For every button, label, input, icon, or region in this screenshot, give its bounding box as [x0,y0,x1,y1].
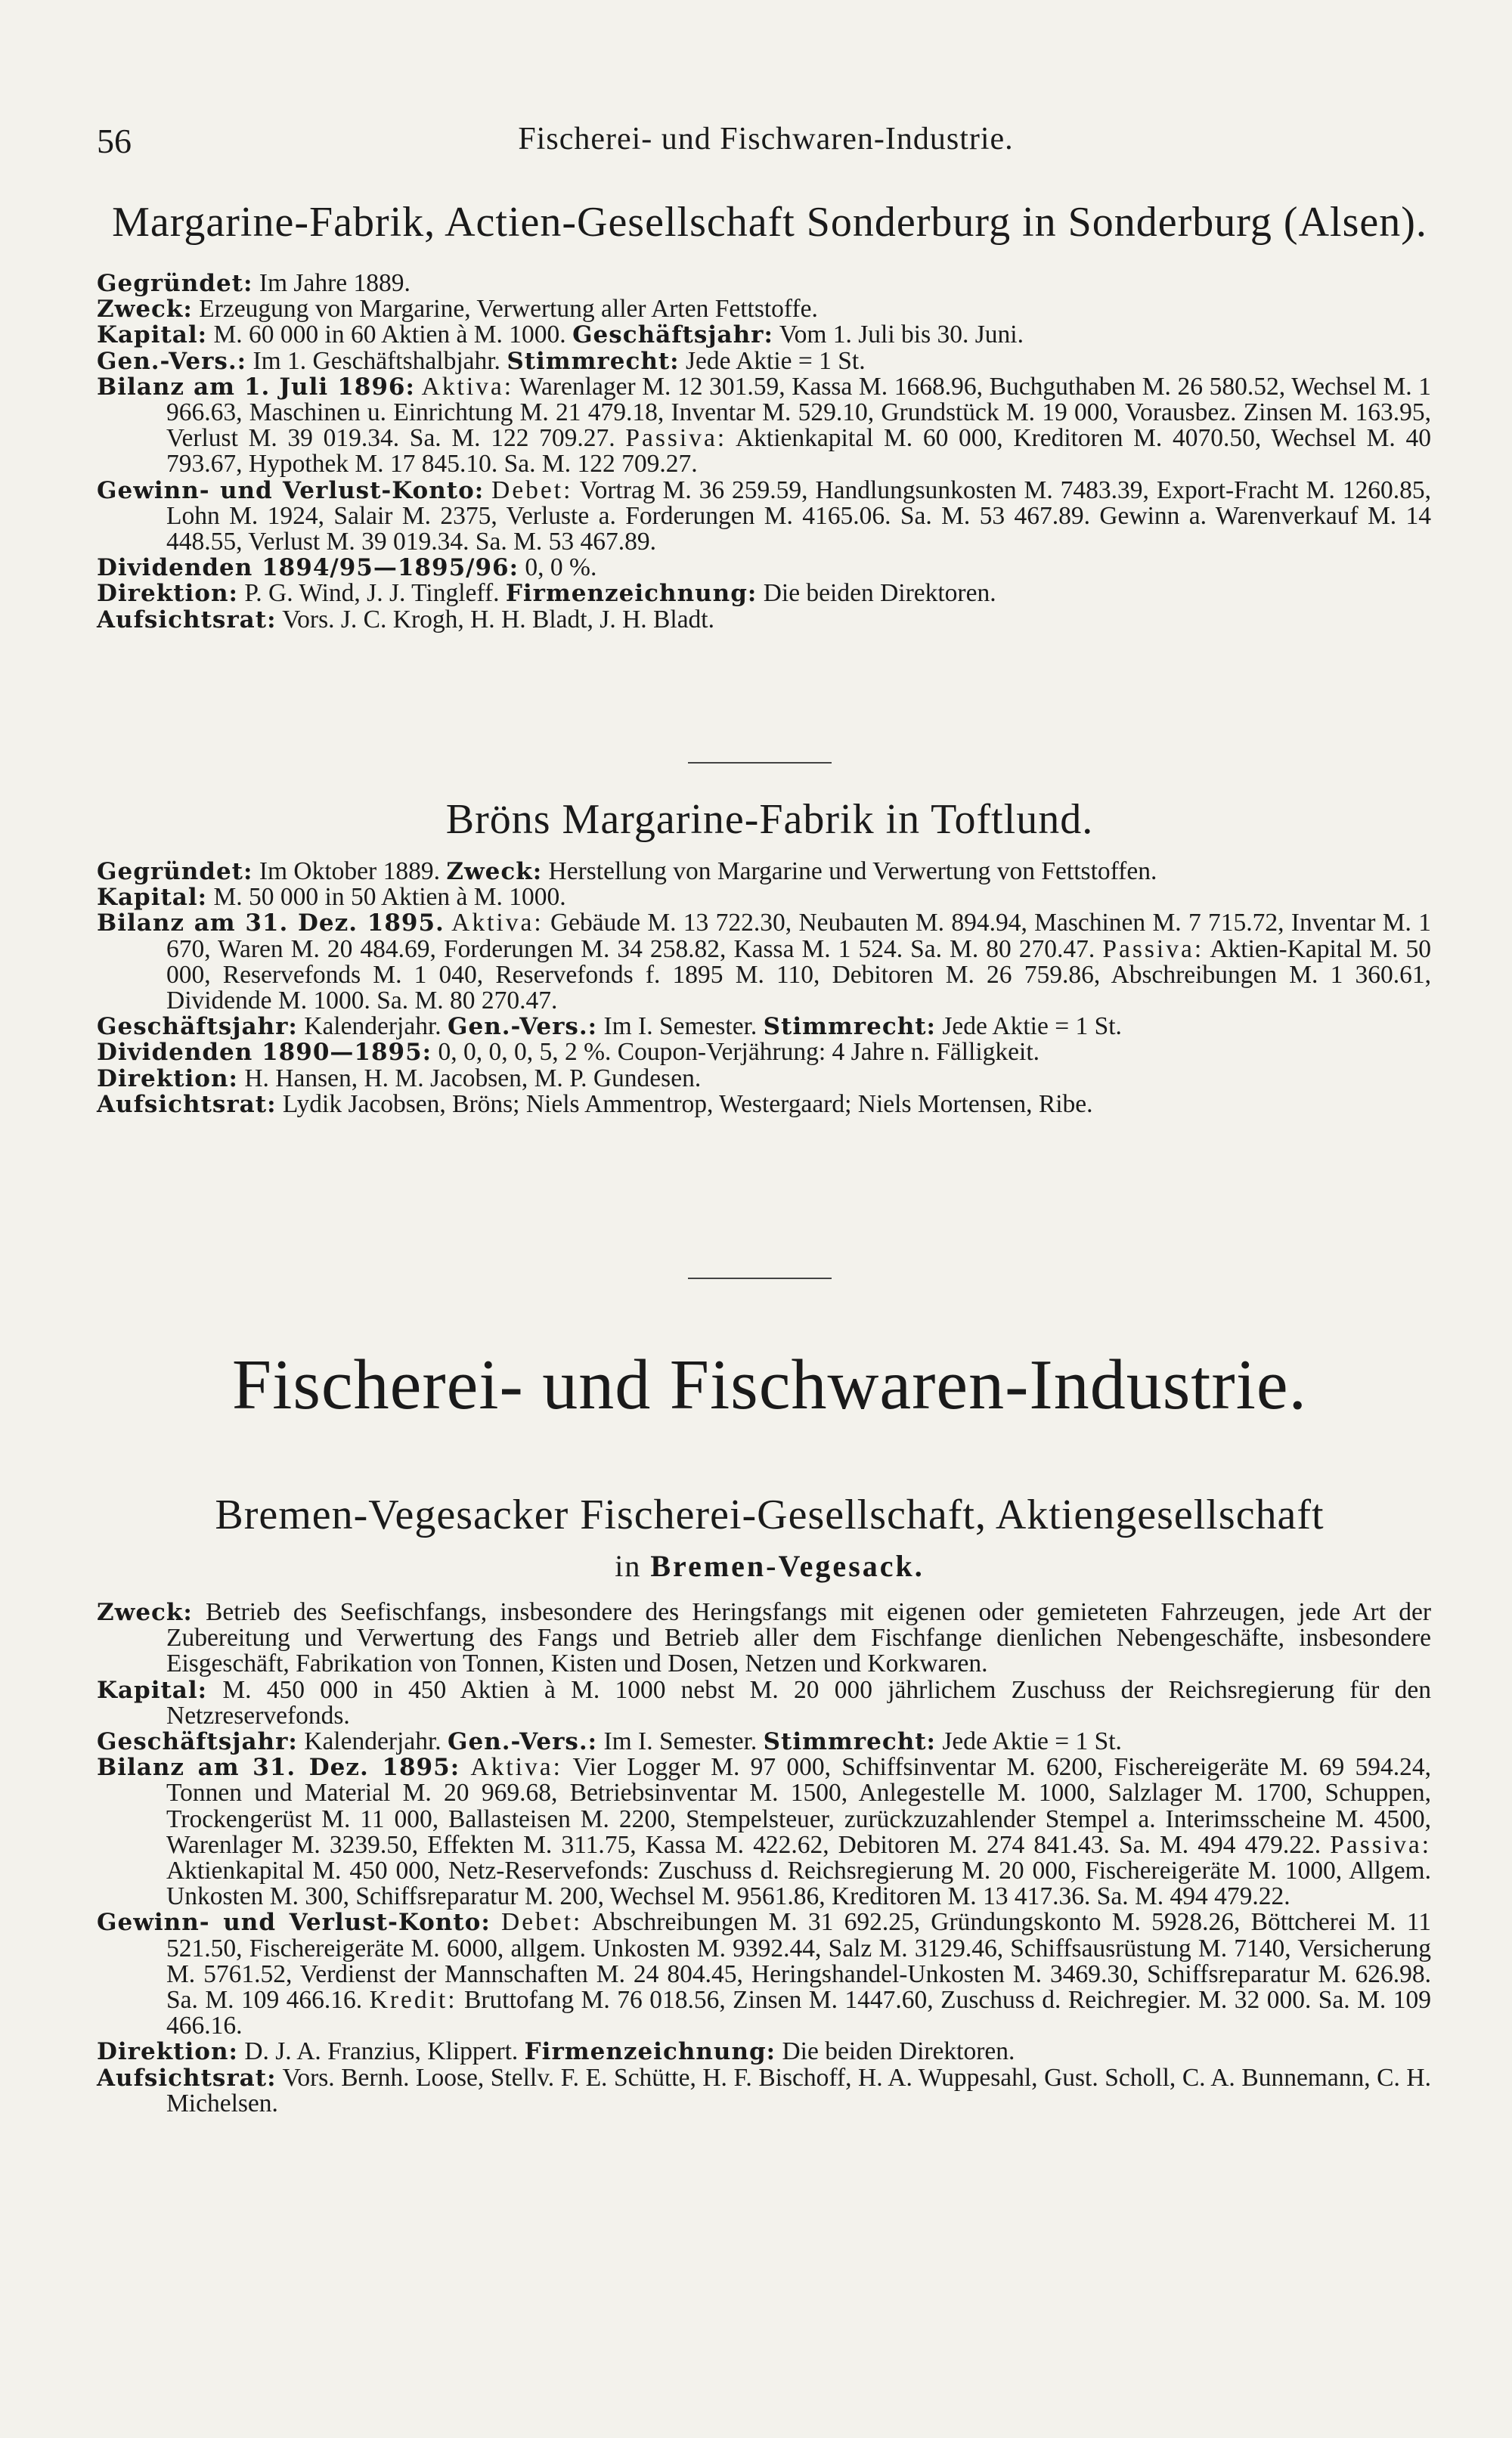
entry-bremen-vegesack [97,1600,1431,2117]
fiscal-year-line: Geschäftsjahr: Kalenderjahr. Gen.-Vers.: Im I. Semester. Stimmrecht: Jede Aktie = 1 St. [97,1727,1122,1756]
management-line: Direktion: D. J. A. Franzius, Klippert. Firmenzeichnung: Die beiden Direktoren. [97,2037,1015,2066]
balance-sheet: Bilanz am 31. Dez. 1895: Aktiva: Vier Logger M. 97 000, Schiffsinventar M. 6200, Fischereigeräte M. 69 594.24, Tonnen und Material M. 20 969.68, Betriebsinventar M. 1500, Anlegestelle M. 1000, Salzlager M. 1700, Schuppen, Trockengerüst M. 11 000, Ballasteisen M. 2200, Stempelsteuer, zurückzuzahlender Stempel a. Interimsscheine M. 4500, Warenlager M. 3239.50, Effekten M. 311.75, Kassa M. 422.62, Debitoren M. 274 841.43. Sa. M. 494 479.22. Passiva: Aktienkapital M. 450 000, Netz-Reservefonds: Zuschuss d. Reichsregierung M. 20 000, Fischereigeräte M. 1000, Allgem. Unkosten M. 300, Schiffsreparatur M. 200, Wechsel M. 9561.86, Kreditoren M. 13 417.36. Sa. M. 494 479.22. [97,1753,1432,1911]
capital-line: Kapital: M. 60 000 in 60 Aktien à M. 1000. Geschäftsjahr: Vom 1. Juli bis 30. Juni. [97,321,1024,349]
section-title-broens: Bröns Margarine-Fabrik in Toftlund. [445,796,1094,843]
dividends-line: Dividenden 1890—1895: 0, 0, 0, 0, 5, 2 %. Coupon-Verjährung: 4 Jahre n. Fälligkeit. [97,1038,1040,1067]
balance-sheet: Bilanz am 1. Juli 1896: Aktiva: Warenlager M. 12 301.59, Kassa M. 1668.96, Buchguthaben M. 26 580.52, Wechsel M. 1 966.63, Maschinen u. Einrichtung M. 21 479.18, Inventar M. 529.10, Grundstück M. 19 000, Vorausbez. Zinsen M. 163.95, Verlust M. 39 019.34. Sa. M. 122 709.27. Passiva: Aktienkapital M. 60 000, Kreditoren M. 4070.50, Wechsel M. 40 793.67, Hypothek M. 17 845.10. Sa. M. 122 709.27. [97,372,1432,479]
profit-loss-account: Gewinn- und Verlust-Konto: Debet: Vortrag M. 36 259.59, Handlungsunkosten M. 7483.39, Export-Fracht M. 1260.85, Lohn M. 1924, Salair M. 2375, Verluste a. Forderungen M. 4165.06. Sa. M. 53 467.89. Gewinn a. Warenverkauf M. 14 448.55, Verlust M. 39 019.34. Sa. M. 53 467.89. [97,476,1432,556]
section-title-bremen-vegesack: Bremen-Vegesacker Fischerei-Gesellschaft, Aktiengesellschaft [215,1492,1325,1538]
balance-sheet: Bilanz am 31. Dez. 1895. Aktiva: Gebäude M. 13 722.30, Neubauten M. 894.94, Maschinen M. 7 715.72, Inventar M. 1 670, Waren M. 20 484.69, Forderungen M. 34 258.82, Kassa M. 1 524. Sa. M. 80 270.47. Passiva: Aktien-Kapital M. 50 000, Reservefonds M. 1 040, Reservefonds f. 1895 M. 110, Debitoren M. 26 759.86, Abschreibungen M. 1 360.61, Dividende M. 1000. Sa. M. 80 270.47. [97,909,1432,1015]
entry-sonderburg [97,271,1431,633]
capital-line: Kapital: M. 50 000 in 50 Aktien à M. 1000. [97,883,566,912]
purpose-line: Zweck: Betrieb des Seefischfangs, insbesondere des Heringsfangs mit eigenen oder gemieteten Fahrzeugen, jede Art der Zubereitung und Verwertung des Fangs und Betrieb aller dem Fischfange dienlichen Nebengeschäfte, insbesondere Eisgeschäft, Fabrikation von Tonnen, Kisten und Dosen, Netzen und Korkwaren. [97,1598,1431,1678]
capital-line: Kapital: M. 450 000 in 450 Aktien à M. 1000 nebst M. 20 000 jährlichem Zuschuss der Reichsregierung für den Netzreservefonds. [97,1675,1431,1730]
fiscal-year-line: Geschäftsjahr: Kalenderjahr. Gen.-Vers.: Im I. Semester. Stimmrecht: Jede Aktie = 1 St. [97,1012,1122,1041]
purpose-line: Zweck: Erzeugung von Margarine, Verwertung aller Arten Fettstoffe. [97,295,818,324]
founded-line: Gegründet: Im Jahre 1889. [97,269,411,297]
management-line: Direktion: H. Hansen, H. M. Jacobsen, M. P. Gundesen. [97,1064,702,1092]
section-divider [688,1278,832,1279]
management-line: Direktion: P. G. Wind, J. J. Tingleff. Firmenzeichnung: Die beiden Direktoren. [97,579,996,608]
founded-purpose-line: Gegründet: Im Oktober 1889. Zweck: Herstellung von Margarine und Verwertung von Fettstoffen. [97,857,1157,885]
section-divider [688,762,832,764]
dividends-line: Dividenden 1894/95—1895/96: 0, 0 %. [97,553,597,582]
section-subtitle-location: in Bremen-Vegesack. [615,1549,925,1583]
entry-broens [97,859,1431,1117]
supervisory-board-line: Aufsichtsrat: Vors. Bernh. Loose, Stellv. F. E. Schütte, H. F. Bischoff, H. A. Wuppesahl, Gust. Scholl, C. A. Bunnemann, C. H. Michelsen. [97,2063,1431,2117]
page-number: 56 [97,122,132,160]
page-header [97,121,1435,174]
running-title: Fischerei- und Fischwaren-Industrie. [518,122,1014,156]
supervisory-board-line: Aufsichtsrat: Vors. J. C. Krogh, H. H. Bladt, J. H. Bladt. [97,605,714,634]
meeting-line: Gen.-Vers.: Im 1. Geschäftshalbjahr. Stimmrecht: Jede Aktie = 1 St. [97,346,866,375]
profit-loss-account: Gewinn- und Verlust-Konto: Debet: Abschreibungen M. 31 692.25, Gründungskonto M. 5928.26, Böttcherei M. 11 521.50, Fischereigeräte M. 6000, allgem. Unkosten M. 9392.44, Salz M. 3129.46, Schiffsausrüstung M. 7140, Versicherung M. 5761.52, Verdienst der Mannschaften M. 24 804.45, Heringshandel-Unkosten M. 3469.30, Schiffsreparatur M. 626.98. Sa. M. 109 466.16. Kredit: Bruttofang M. 76 018.56, Zinsen M. 1447.60, Zuschuss d. Reichregier. M. 32 000. Sa. M. 109 466.16. [97,1908,1432,2040]
chapter-title: Fischerei- und Fischwaren-Industrie. [231,1346,1308,1424]
section-title-sonderburg: Margarine-Fabrik, Actien-Gesellschaft Sonderburg in Sonderburg (Alsen). [112,199,1427,246]
supervisory-board-line: Aufsichtsrat: Lydik Jacobsen, Bröns; Niels Ammentrop, Westergaard; Niels Mortensen, Ribe. [97,1089,1093,1118]
